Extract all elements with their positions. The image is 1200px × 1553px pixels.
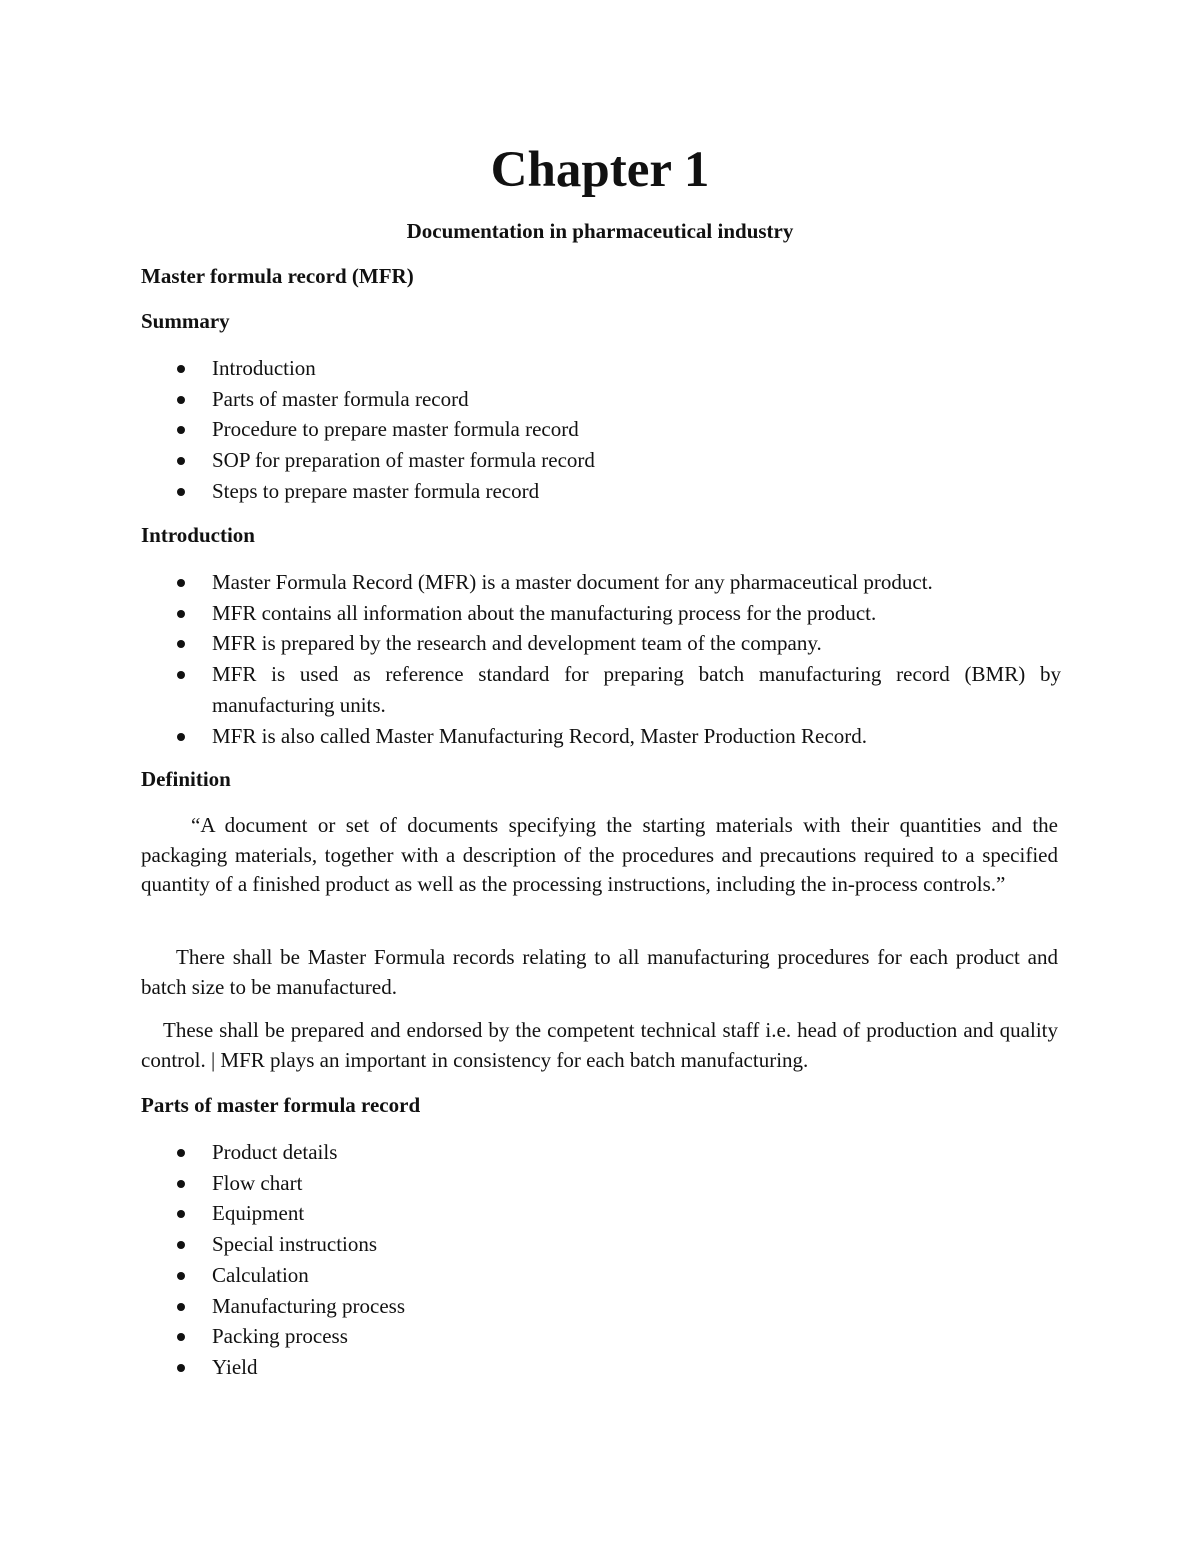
definition-quote: “A document or set of documents specifying the starting materials with their quantities and the packaging materials, together with a description of the procedures and precautions required to a specified quantity of a finished product as well as the processing instructions, including the in-process controls.”	[141, 813, 1058, 896]
list-item: Introduction	[141, 353, 1061, 384]
list-item: SOP for preparation of master formula record	[141, 445, 1061, 476]
list-item: Product details	[141, 1137, 1061, 1168]
introduction-list	[141, 567, 1061, 751]
list-item: Yield	[141, 1352, 1061, 1383]
list-item: Procedure to prepare master formula record	[141, 414, 1061, 445]
list-item: MFR is prepared by the research and development team of the company.	[141, 628, 1061, 659]
parts-list	[141, 1137, 1061, 1383]
list-item: Master Formula Record (MFR) is a master document for any pharmaceutical product.	[141, 567, 1061, 598]
list-item: MFR is also called Master Manufacturing Record, Master Production Record.	[141, 721, 1061, 752]
mfr-heading: Master formula record (MFR)	[141, 264, 414, 288]
definition-paragraph-2: These shall be prepared and endorsed by the competent technical staff i.e. head of production and quality control. | MFR plays an important in consistency for each batch manufacturing.	[141, 1018, 1058, 1072]
list-item: Flow chart	[141, 1168, 1061, 1199]
document-subtitle: Documentation in pharmaceutical industry	[406, 219, 794, 243]
definition-paragraph-1: There shall be Master Formula records relating to all manufacturing procedures for each product and batch size to be manufactured.	[141, 945, 1058, 999]
introduction-heading: Introduction	[141, 523, 255, 547]
summary-heading: Summary	[141, 309, 230, 333]
list-item: Calculation	[141, 1260, 1061, 1291]
list-item: MFR is used as reference standard for preparing batch manufacturing record (BMR) by manufacturing units.	[141, 659, 1061, 720]
list-item: Special instructions	[141, 1229, 1061, 1260]
chapter-title: Chapter 1	[490, 142, 710, 198]
list-item: Equipment	[141, 1198, 1061, 1229]
list-item: Parts of master formula record	[141, 384, 1061, 415]
list-item: MFR contains all information about the manufacturing process for the product.	[141, 598, 1061, 629]
parts-heading: Parts of master formula record	[141, 1093, 421, 1117]
list-item: Packing process	[141, 1321, 1061, 1352]
list-item: Steps to prepare master formula record	[141, 476, 1061, 507]
list-item: Manufacturing process	[141, 1291, 1061, 1322]
definition-heading: Definition	[141, 767, 231, 791]
summary-list	[141, 353, 1061, 507]
